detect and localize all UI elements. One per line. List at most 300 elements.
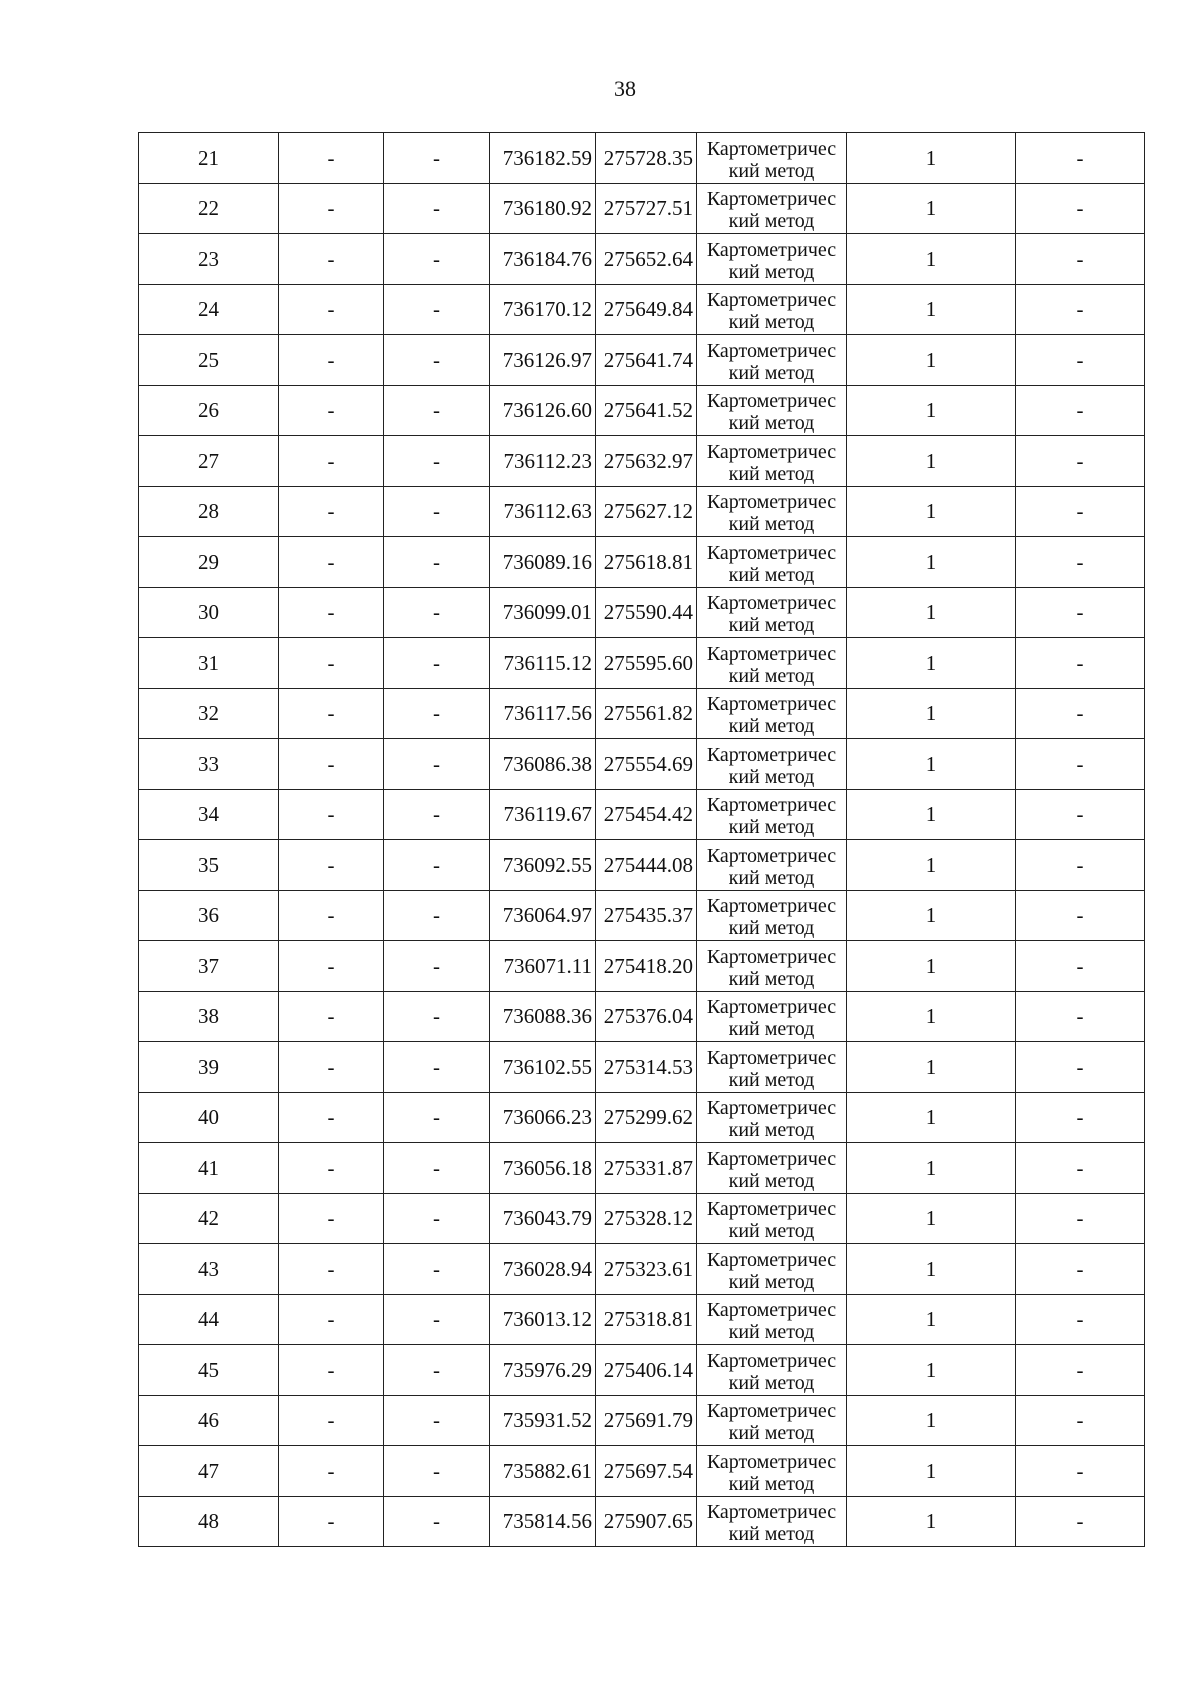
accuracy-cell: 1 (847, 688, 1016, 739)
accuracy-cell: 1 (847, 1345, 1016, 1396)
coordinate-y-cell: 275641.74 (596, 335, 697, 386)
empty-value-cell: - (1016, 1446, 1145, 1497)
method-line-2: кий метод (728, 412, 815, 434)
method-line-2: кий метод (728, 967, 815, 990)
table-row (139, 183, 1145, 234)
method-line-2: кий метод (728, 1018, 815, 1040)
point-number-cell: 35 (139, 840, 279, 891)
method-cell (697, 385, 847, 436)
method-line-2: кий метод (728, 1220, 815, 1242)
empty-value-cell: - (384, 1446, 490, 1497)
accuracy-cell: 1 (847, 183, 1016, 234)
method-cell (697, 486, 847, 537)
point-number-cell: 27 (139, 436, 279, 487)
coordinate-y-cell: 275697.54 (596, 1446, 697, 1497)
empty-value-cell: - (384, 890, 490, 941)
table-row (139, 537, 1145, 588)
empty-value-cell: - (1016, 688, 1145, 739)
empty-value-cell: - (384, 638, 490, 689)
method-line-2: кий метод (728, 715, 815, 737)
coordinate-x-cell: 736088.36 (490, 991, 596, 1042)
table-row (139, 890, 1145, 941)
point-number-cell: 34 (139, 789, 279, 840)
empty-value-cell: - (279, 638, 384, 689)
method-cell (697, 1446, 847, 1497)
method-line-2: кий метод (728, 1523, 815, 1545)
method-line-1: Картометричес (706, 1046, 837, 1069)
method-line-2: кий метод (728, 1472, 815, 1495)
coordinate-y-cell: 275435.37 (596, 890, 697, 941)
empty-value-cell: - (279, 1042, 384, 1093)
method-cell (697, 739, 847, 790)
accuracy-cell: 1 (847, 739, 1016, 790)
accuracy-cell: 1 (847, 789, 1016, 840)
empty-value-cell: - (384, 284, 490, 335)
method-line-1: Картометричес (706, 1198, 837, 1220)
method-line-2: кий метод (728, 1270, 815, 1293)
empty-value-cell: - (279, 234, 384, 285)
coordinate-y-cell: 275444.08 (596, 840, 697, 891)
accuracy-cell: 1 (847, 1143, 1016, 1194)
method-line-1: Картометричес (706, 440, 837, 463)
point-number-cell: 33 (139, 739, 279, 790)
method-cell (697, 183, 847, 234)
empty-value-cell: - (1016, 234, 1145, 285)
accuracy-cell: 1 (847, 385, 1016, 436)
method-line-2: кий метод (728, 563, 815, 586)
method-line-2: кий метод (728, 765, 815, 788)
empty-value-cell: - (1016, 486, 1145, 537)
table-row (139, 385, 1145, 436)
empty-value-cell: - (1016, 1092, 1145, 1143)
table-row (139, 1446, 1145, 1497)
coordinate-y-cell: 275641.52 (596, 385, 697, 436)
coordinate-x-cell: 736071.11 (490, 941, 596, 992)
table-row (139, 1345, 1145, 1396)
empty-value-cell: - (279, 739, 384, 790)
method-line-1: Картометричес (706, 491, 837, 513)
method-line-1: Картометричес (706, 794, 837, 816)
empty-value-cell: - (279, 941, 384, 992)
method-line-2: кий метод (728, 260, 815, 283)
empty-value-cell: - (1016, 1345, 1145, 1396)
method-line-1: Картометричес (706, 238, 837, 261)
accuracy-cell: 1 (847, 234, 1016, 285)
method-cell (697, 284, 847, 335)
method-line-2: кий метод (728, 210, 815, 232)
empty-value-cell: - (279, 1446, 384, 1497)
coordinate-y-cell: 275328.12 (596, 1193, 697, 1244)
point-number-cell: 42 (139, 1193, 279, 1244)
coordinate-x-cell: 736028.94 (490, 1244, 596, 1295)
coordinate-x-cell: 736182.59 (490, 133, 596, 184)
method-line-1: Картометричес (706, 188, 837, 210)
coordinate-x-cell: 735882.61 (490, 1446, 596, 1497)
point-number-cell: 44 (139, 1294, 279, 1345)
point-number-cell: 40 (139, 1092, 279, 1143)
empty-value-cell: - (1016, 890, 1145, 941)
coordinate-x-cell: 736115.12 (490, 638, 596, 689)
coordinate-x-cell: 735931.52 (490, 1395, 596, 1446)
point-number-cell: 38 (139, 991, 279, 1042)
empty-value-cell: - (1016, 587, 1145, 638)
empty-value-cell: - (279, 890, 384, 941)
empty-value-cell: - (279, 1143, 384, 1194)
table-row (139, 840, 1145, 891)
empty-value-cell: - (279, 1496, 384, 1547)
empty-value-cell: - (384, 436, 490, 487)
coordinate-x-cell: 736099.01 (490, 587, 596, 638)
table-row (139, 688, 1145, 739)
coordinate-x-cell: 735814.56 (490, 1496, 596, 1547)
accuracy-cell: 1 (847, 840, 1016, 891)
method-cell (697, 234, 847, 285)
coordinate-x-cell: 736102.55 (490, 1042, 596, 1093)
table-row (139, 486, 1145, 537)
table-row (139, 1294, 1145, 1345)
empty-value-cell: - (279, 1345, 384, 1396)
table-row (139, 1395, 1145, 1446)
table-row (139, 1496, 1145, 1547)
table-row (139, 284, 1145, 335)
point-number-cell: 23 (139, 234, 279, 285)
method-cell (697, 840, 847, 891)
method-line-2: кий метод (728, 1068, 815, 1091)
empty-value-cell: - (1016, 436, 1145, 487)
point-number-cell: 47 (139, 1446, 279, 1497)
point-number-cell: 36 (139, 890, 279, 941)
empty-value-cell: - (1016, 840, 1145, 891)
empty-value-cell: - (1016, 991, 1145, 1042)
point-number-cell: 32 (139, 688, 279, 739)
accuracy-cell: 1 (847, 1092, 1016, 1143)
table-row (139, 234, 1145, 285)
method-line-1: Картометричес (706, 390, 837, 412)
coordinate-y-cell: 275331.87 (596, 1143, 697, 1194)
point-number-cell: 30 (139, 587, 279, 638)
method-cell (697, 1143, 847, 1194)
accuracy-cell: 1 (847, 587, 1016, 638)
point-number-cell: 45 (139, 1345, 279, 1396)
method-line-1: Картометричес (706, 1349, 837, 1372)
method-line-2: кий метод (728, 1422, 815, 1444)
coordinate-x-cell: 736056.18 (490, 1143, 596, 1194)
empty-value-cell: - (1016, 1294, 1145, 1345)
coordinate-y-cell: 275561.82 (596, 688, 697, 739)
method-line-2: кий метод (728, 1371, 815, 1394)
method-line-1: Картометричес (706, 844, 837, 867)
empty-value-cell: - (1016, 1143, 1145, 1194)
empty-value-cell: - (279, 789, 384, 840)
point-number-cell: 41 (139, 1143, 279, 1194)
empty-value-cell: - (384, 840, 490, 891)
coordinate-x-cell: 736117.56 (490, 688, 596, 739)
table-row (139, 133, 1145, 184)
method-cell (697, 537, 847, 588)
empty-value-cell: - (1016, 1395, 1145, 1446)
method-line-2: кий метод (728, 311, 815, 333)
empty-value-cell: - (384, 133, 490, 184)
empty-value-cell: - (384, 1496, 490, 1547)
accuracy-cell: 1 (847, 638, 1016, 689)
empty-value-cell: - (384, 1193, 490, 1244)
empty-value-cell: - (1016, 284, 1145, 335)
accuracy-cell: 1 (847, 1294, 1016, 1345)
empty-value-cell: - (279, 991, 384, 1042)
empty-value-cell: - (384, 739, 490, 790)
empty-value-cell: - (279, 1193, 384, 1244)
empty-value-cell: - (384, 234, 490, 285)
method-cell (697, 688, 847, 739)
method-line-2: кий метод (728, 1321, 815, 1343)
coordinate-y-cell: 275652.64 (596, 234, 697, 285)
empty-value-cell: - (1016, 1244, 1145, 1295)
method-line-1: Картометричес (706, 137, 837, 160)
empty-value-cell: - (384, 1395, 490, 1446)
coordinate-y-cell: 275618.81 (596, 537, 697, 588)
method-line-2: кий метод (728, 462, 815, 485)
table-row (139, 587, 1145, 638)
method-cell (697, 133, 847, 184)
empty-value-cell: - (279, 840, 384, 891)
method-cell (697, 436, 847, 487)
table-body (139, 133, 1145, 1547)
empty-value-cell: - (279, 486, 384, 537)
point-number-cell: 21 (139, 133, 279, 184)
empty-value-cell: - (384, 688, 490, 739)
coordinate-y-cell: 275318.81 (596, 1294, 697, 1345)
method-line-2: кий метод (728, 664, 815, 687)
table-row (139, 739, 1145, 790)
method-line-1: Картометричес (706, 1501, 837, 1523)
empty-value-cell: - (384, 991, 490, 1042)
page-number: 38 (614, 76, 636, 101)
empty-value-cell: - (1016, 537, 1145, 588)
coordinate-x-cell: 736086.38 (490, 739, 596, 790)
coordinate-x-cell: 736112.63 (490, 486, 596, 537)
empty-value-cell: - (1016, 789, 1145, 840)
accuracy-cell: 1 (847, 1446, 1016, 1497)
coordinate-y-cell: 275418.20 (596, 941, 697, 992)
empty-value-cell: - (1016, 638, 1145, 689)
table-row (139, 789, 1145, 840)
point-number-cell: 48 (139, 1496, 279, 1547)
method-cell (697, 1395, 847, 1446)
coordinate-y-cell: 275376.04 (596, 991, 697, 1042)
empty-value-cell: - (279, 1294, 384, 1345)
coordinate-y-cell: 275627.12 (596, 486, 697, 537)
point-number-cell: 39 (139, 1042, 279, 1093)
empty-value-cell: - (1016, 183, 1145, 234)
coordinate-x-cell: 736180.92 (490, 183, 596, 234)
table-row (139, 335, 1145, 386)
coordinate-x-cell: 736119.67 (490, 789, 596, 840)
coordinate-x-cell: 736126.60 (490, 385, 596, 436)
method-line-1: Картометричес (706, 541, 837, 564)
empty-value-cell: - (1016, 385, 1145, 436)
empty-value-cell: - (279, 335, 384, 386)
method-line-1: Картометричес (706, 1097, 837, 1119)
empty-value-cell: - (384, 335, 490, 386)
coordinate-x-cell: 736043.79 (490, 1193, 596, 1244)
coordinate-y-cell: 275907.65 (596, 1496, 697, 1547)
point-number-cell: 28 (139, 486, 279, 537)
accuracy-cell: 1 (847, 1042, 1016, 1093)
accuracy-cell: 1 (847, 1395, 1016, 1446)
empty-value-cell: - (384, 587, 490, 638)
coordinate-y-cell: 275691.79 (596, 1395, 697, 1446)
empty-value-cell: - (1016, 335, 1145, 386)
accuracy-cell: 1 (847, 991, 1016, 1042)
point-number-cell: 43 (139, 1244, 279, 1295)
coordinate-x-cell: 736092.55 (490, 840, 596, 891)
coordinate-x-cell: 736126.97 (490, 335, 596, 386)
coordinate-y-cell: 275299.62 (596, 1092, 697, 1143)
method-line-1: Картометричес (706, 339, 837, 362)
coordinate-x-cell: 736112.23 (490, 436, 596, 487)
accuracy-cell: 1 (847, 941, 1016, 992)
method-line-1: Картометричес (706, 743, 837, 766)
empty-value-cell: - (384, 537, 490, 588)
accuracy-cell: 1 (847, 1244, 1016, 1295)
coordinate-y-cell: 275406.14 (596, 1345, 697, 1396)
coordinate-y-cell: 275554.69 (596, 739, 697, 790)
empty-value-cell: - (279, 1244, 384, 1295)
method-cell (697, 941, 847, 992)
coordinate-x-cell: 736013.12 (490, 1294, 596, 1345)
method-cell (697, 1193, 847, 1244)
method-line-2: кий метод (728, 361, 815, 384)
empty-value-cell: - (1016, 1193, 1145, 1244)
empty-value-cell: - (384, 183, 490, 234)
method-cell (697, 1345, 847, 1396)
method-cell (697, 1042, 847, 1093)
method-cell (697, 789, 847, 840)
coordinate-y-cell: 275727.51 (596, 183, 697, 234)
empty-value-cell: - (279, 436, 384, 487)
method-line-2: кий метод (728, 513, 815, 535)
coordinate-x-cell: 735976.29 (490, 1345, 596, 1396)
coordinate-x-cell: 736066.23 (490, 1092, 596, 1143)
empty-value-cell: - (384, 1294, 490, 1345)
method-line-1: Картометричес (706, 1299, 837, 1321)
accuracy-cell: 1 (847, 335, 1016, 386)
method-line-1: Картометричес (706, 1248, 837, 1271)
empty-value-cell: - (1016, 739, 1145, 790)
method-line-2: кий метод (728, 614, 815, 636)
point-number-cell: 25 (139, 335, 279, 386)
method-cell (697, 1244, 847, 1295)
method-line-1: Картометричес (706, 895, 837, 917)
method-line-2: кий метод (728, 1169, 815, 1192)
coordinate-y-cell: 275728.35 (596, 133, 697, 184)
method-line-2: кий метод (728, 917, 815, 939)
method-cell (697, 638, 847, 689)
empty-value-cell: - (384, 1143, 490, 1194)
method-line-1: Картометричес (706, 1147, 837, 1170)
table-row (139, 436, 1145, 487)
empty-value-cell: - (279, 1395, 384, 1446)
table-row (139, 1042, 1145, 1093)
empty-value-cell: - (1016, 941, 1145, 992)
accuracy-cell: 1 (847, 1193, 1016, 1244)
table-row (139, 1092, 1145, 1143)
empty-value-cell: - (384, 1244, 490, 1295)
empty-value-cell: - (279, 1092, 384, 1143)
accuracy-cell: 1 (847, 1496, 1016, 1547)
point-number-cell: 22 (139, 183, 279, 234)
empty-value-cell: - (384, 789, 490, 840)
method-line-2: кий метод (728, 1119, 815, 1141)
method-cell (697, 991, 847, 1042)
coordinate-y-cell: 275632.97 (596, 436, 697, 487)
method-line-1: Картометричес (706, 996, 837, 1018)
point-number-cell: 24 (139, 284, 279, 335)
table-row (139, 1193, 1145, 1244)
method-line-2: кий метод (728, 866, 815, 889)
empty-value-cell: - (279, 284, 384, 335)
accuracy-cell: 1 (847, 890, 1016, 941)
method-line-1: Картометричес (706, 592, 837, 614)
table-row (139, 941, 1145, 992)
method-line-1: Картометричес (706, 1400, 837, 1422)
table-row (139, 638, 1145, 689)
point-number-cell: 37 (139, 941, 279, 992)
accuracy-cell: 1 (847, 436, 1016, 487)
accuracy-cell: 1 (847, 284, 1016, 335)
point-number-cell: 26 (139, 385, 279, 436)
empty-value-cell: - (384, 1042, 490, 1093)
empty-value-cell: - (279, 385, 384, 436)
empty-value-cell: - (1016, 1042, 1145, 1093)
method-cell (697, 587, 847, 638)
method-cell (697, 335, 847, 386)
accuracy-cell: 1 (847, 486, 1016, 537)
table-row (139, 1244, 1145, 1295)
empty-value-cell: - (1016, 133, 1145, 184)
method-line-2: кий метод (728, 816, 815, 838)
coordinate-y-cell: 275314.53 (596, 1042, 697, 1093)
accuracy-cell: 1 (847, 133, 1016, 184)
empty-value-cell: - (279, 183, 384, 234)
point-number-cell: 29 (139, 537, 279, 588)
method-cell (697, 1496, 847, 1547)
coordinate-x-cell: 736170.12 (490, 284, 596, 335)
empty-value-cell: - (384, 385, 490, 436)
coordinate-x-cell: 736089.16 (490, 537, 596, 588)
empty-value-cell: - (384, 1092, 490, 1143)
empty-value-cell: - (279, 133, 384, 184)
coordinate-x-cell: 736184.76 (490, 234, 596, 285)
method-line-2: кий метод (728, 159, 815, 182)
coordinates-table (138, 132, 1145, 1547)
method-cell (697, 890, 847, 941)
empty-value-cell: - (384, 486, 490, 537)
coordinate-y-cell: 275323.61 (596, 1244, 697, 1295)
table-row (139, 991, 1145, 1042)
empty-value-cell: - (384, 1345, 490, 1396)
point-number-cell: 31 (139, 638, 279, 689)
coordinate-x-cell: 736064.97 (490, 890, 596, 941)
empty-value-cell: - (1016, 1496, 1145, 1547)
point-number-cell: 46 (139, 1395, 279, 1446)
coordinate-y-cell: 275649.84 (596, 284, 697, 335)
table-row (139, 1143, 1145, 1194)
empty-value-cell: - (279, 537, 384, 588)
method-line-1: Картометричес (706, 1450, 837, 1473)
coordinate-y-cell: 275454.42 (596, 789, 697, 840)
method-cell (697, 1092, 847, 1143)
